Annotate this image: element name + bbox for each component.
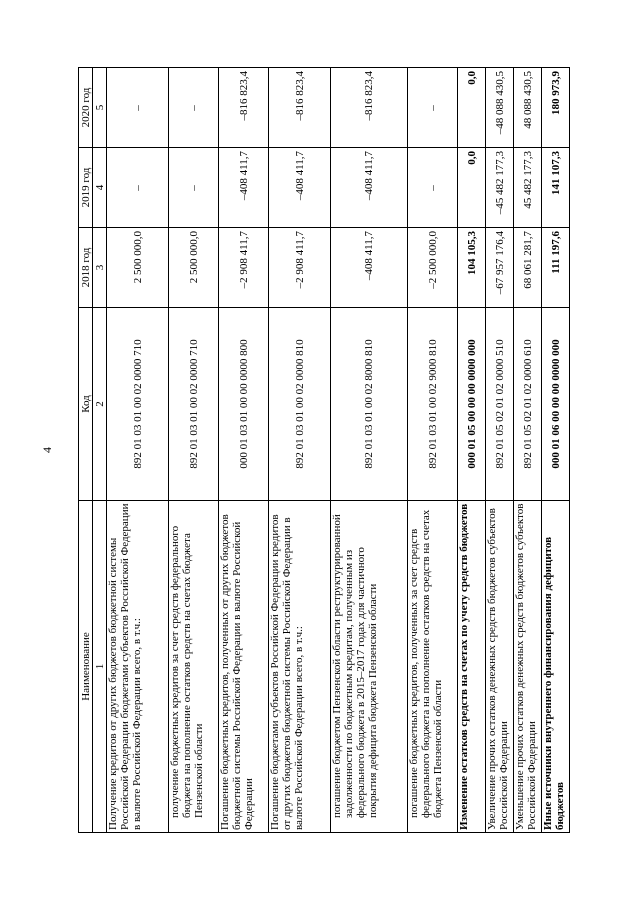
- colnum-3: 3: [93, 228, 107, 308]
- colnum-1: 1: [93, 501, 107, 833]
- table-row: [514, 68, 542, 833]
- row-2019: –408 411,7: [331, 148, 408, 228]
- table-row: [269, 68, 331, 833]
- row-2020: –: [169, 68, 219, 148]
- row-2018: –2 908 411,7: [219, 228, 269, 308]
- row-name: Уменьшение прочих остатков денежных средств бюджетов субъектов Российской Федерации: [514, 501, 542, 833]
- row-name: погашение бюджетом Пензенской области реструктурированной задолженности по бюджетным кредитам, полученным из федерального бюджета в 2015–2017 годах для частичного покрытия дефицита бюджета Пензенской области: [331, 501, 408, 833]
- table-row: [219, 68, 269, 833]
- row-2019: 45 482 177,3: [514, 148, 542, 228]
- row-2019: –: [408, 148, 458, 228]
- row-name: Погашение бюджетами субъектов Российской Федерации кредитов от других бюджетов бюджетной системы Российской Федерации в валюте Российской Федерации всего, в т.ч.:: [269, 501, 331, 833]
- row-2020: –816 823,4: [331, 68, 408, 148]
- row-name: Увеличение прочих остатков денежных средств бюджетов субъектов Российской Федерации: [486, 501, 514, 833]
- row-name: Погашение бюджетных кредитов, полученных от других бюджетов бюджетной системы Российской Федерации в валюте Российской Федерации: [219, 501, 269, 833]
- row-2020: –816 823,4: [219, 68, 269, 148]
- row-code: 892 01 05 02 01 02 0000 610: [514, 308, 542, 501]
- row-2019: –: [107, 148, 169, 228]
- row-code: 892 01 05 02 01 02 0000 510: [486, 308, 514, 501]
- row-2018: 104 105,3: [458, 228, 486, 308]
- colnum-4: 4: [93, 148, 107, 228]
- row-2020: 180 973,9: [542, 68, 570, 148]
- table-row: [408, 68, 458, 833]
- row-2018: 2 500 000,0: [169, 228, 219, 308]
- row-2018: –2 908 411,7: [269, 228, 331, 308]
- table-row: [486, 68, 514, 833]
- row-name: погашение бюджетных кредитов, полученных за счет средств федерального бюджета на пополнение остатков средств на счетах бюджета Пензенской области: [408, 501, 458, 833]
- row-code: 000 01 03 01 00 00 0000 800: [219, 308, 269, 501]
- row-code: 000 01 06 00 00 00 0000 000: [542, 308, 570, 501]
- row-2020: –: [408, 68, 458, 148]
- table-colnum-row: [93, 68, 107, 833]
- row-name: Иные источники внутреннего финансирования дефицитов бюджетов: [542, 501, 570, 833]
- row-code: 892 01 03 01 00 02 9000 810: [408, 308, 458, 501]
- row-2019: –408 411,7: [269, 148, 331, 228]
- row-2020: –816 823,4: [269, 68, 331, 148]
- row-code: 892 01 03 01 00 02 0000 810: [269, 308, 331, 501]
- rotated-table-container: [78, 68, 566, 833]
- sources-financing-table: [78, 67, 570, 833]
- table-header-row: [79, 68, 93, 833]
- table-row: [458, 68, 486, 833]
- row-code: 892 01 03 01 00 02 8000 810: [331, 308, 408, 501]
- header-code: Код: [79, 308, 93, 501]
- row-2019: –: [169, 148, 219, 228]
- header-2020: 2020 год: [79, 68, 93, 148]
- row-2018: 2 500 000,0: [107, 228, 169, 308]
- row-2020: –: [107, 68, 169, 148]
- header-2018: 2018 год: [79, 228, 93, 308]
- row-2018: –67 957 176,4: [486, 228, 514, 308]
- row-2020: –48 088 430,5: [486, 68, 514, 148]
- row-2020: 0,0: [458, 68, 486, 148]
- header-2019: 2019 год: [79, 148, 93, 228]
- table-row: [107, 68, 169, 833]
- row-2020: 48 088 430,5: [514, 68, 542, 148]
- row-code: 892 01 03 01 00 02 0000 710: [107, 308, 169, 501]
- row-name: Получение кредитов от других бюджетов бюджетной системы Российской Федерации бюджетами субъектов Российской Федерации в валюте Российской Федерации всего, в т.ч.:: [107, 501, 169, 833]
- row-2018: –408 411,7: [331, 228, 408, 308]
- row-2019: –45 482 177,3: [486, 148, 514, 228]
- row-2018: 68 061 281,7: [514, 228, 542, 308]
- row-2019: 141 107,3: [542, 148, 570, 228]
- row-2018: 111 197,6: [542, 228, 570, 308]
- colnum-2: 2: [93, 308, 107, 501]
- table-row: [331, 68, 408, 833]
- colnum-5: 5: [93, 68, 107, 148]
- row-2018: –2 500 000,0: [408, 228, 458, 308]
- row-name: Изменение остатков средств на счетах по учету средств бюджетов: [458, 501, 486, 833]
- header-name: Наименование: [79, 501, 93, 833]
- row-code: 000 01 05 00 00 00 0000 000: [458, 308, 486, 501]
- row-name: получение бюджетных кредитов за счет средств федерального бюджета на пополнение остатков средств на счетах бюджета Пензенской области: [169, 501, 219, 833]
- page-number: 4: [40, 447, 54, 453]
- row-2019: 0,0: [458, 148, 486, 228]
- table-row: [169, 68, 219, 833]
- row-code: 892 01 03 01 00 02 0000 710: [169, 308, 219, 501]
- table-row: [542, 68, 570, 833]
- row-2019: –408 411,7: [219, 148, 269, 228]
